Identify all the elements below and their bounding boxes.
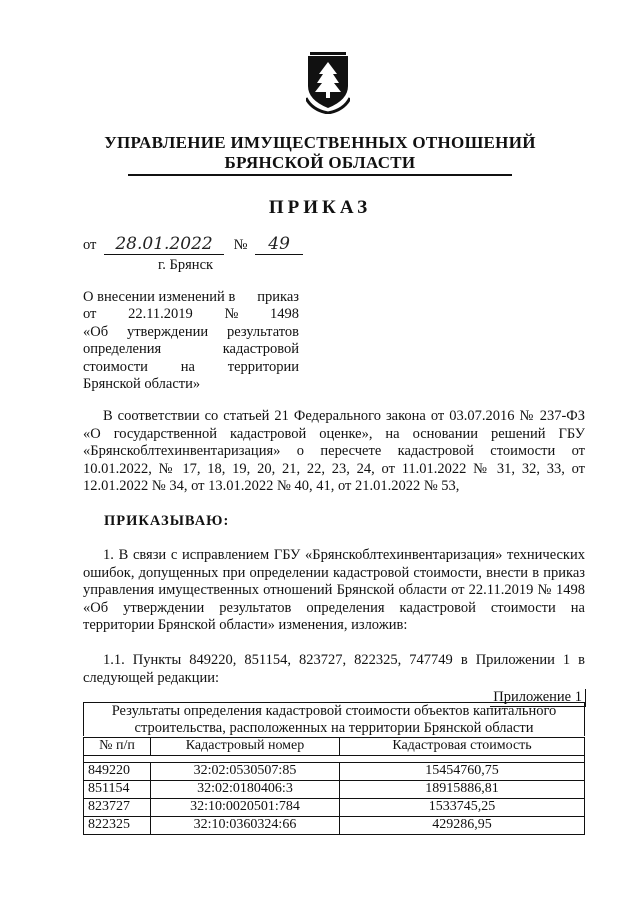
table-cell: 32:10:0360324:66 bbox=[151, 817, 340, 835]
table-cell: 32:02:0530507:85 bbox=[151, 763, 340, 781]
order-date: 28.01.2022 bbox=[104, 234, 224, 255]
table-cell: 822325 bbox=[84, 817, 151, 835]
date-number-line bbox=[83, 234, 303, 255]
subject-line-3: «Об утверждении результатов bbox=[83, 323, 299, 340]
table-spacer-row bbox=[84, 756, 585, 763]
table-cell: 32:02:0180406:3 bbox=[151, 781, 340, 799]
table-row bbox=[84, 817, 585, 835]
table-cell: 823727 bbox=[84, 799, 151, 817]
column-header: № п/п bbox=[84, 738, 151, 756]
item-1-1-paragraph: 1.1. Пункты 849220, 851154, 823727, 822325, 747749 в Приложении 1 в следующей редакции: bbox=[83, 652, 585, 686]
table-header-row bbox=[84, 738, 585, 756]
organization-name-line1: УПРАВЛЕНИЕ ИМУЩЕСТВЕННЫХ ОТНОШЕНИЙ bbox=[104, 133, 536, 152]
order-number: 49 bbox=[255, 234, 303, 255]
table-cell: 429286,95 bbox=[340, 817, 585, 835]
cadastral-table-wrapper bbox=[83, 737, 585, 835]
table-cell: 18915886,81 bbox=[340, 781, 585, 799]
subject-line-1: О внесении изменений в приказ bbox=[83, 289, 299, 305]
table-cell: 32:10:0020501:784 bbox=[151, 799, 340, 817]
table-cell: 1533745,25 bbox=[340, 799, 585, 817]
order-word: ПРИКАЗЫВАЮ: bbox=[104, 513, 230, 529]
table-cell: 15454760,75 bbox=[340, 763, 585, 781]
appendix-label: Приложение 1 bbox=[490, 689, 586, 707]
header-divider bbox=[128, 174, 512, 176]
item-1-paragraph: 1. В связи с исправлением ГБУ «Брянскоблтехинвентаризация» технических ошибок, допущенных при определении кадастровой стоимости, внести в приказ управления имущественных отношений Брянской области от 22.11.2019 № 1498 «Об утверждении результатов определения кадастровой стоимости на территории Брянской области» изменения, изложив: bbox=[83, 547, 585, 633]
preamble-paragraph: В соответствии со статьей 21 Федерального закона от 03.07.2016 № 237-ФЗ «О государственной кадастровой оценке», на основании решений ГБУ «Брянскоблтехинвентаризация» о пересчете кадастровой стоимости от 10.01.2022, № 17, 18, 19, 20, 21, 22, 23, 24, от 11.01.2022 № 31, 32, 33, от 12.01.2022 № 34, от 13.01.2022 № 40, 41, от 21.01.2022 № 53, bbox=[83, 408, 585, 494]
document-title: ПРИКАЗ bbox=[268, 197, 372, 218]
table-row bbox=[84, 799, 585, 817]
number-prefix: № bbox=[233, 237, 248, 253]
subject-line-6: Брянской области» bbox=[83, 375, 201, 392]
coat-of-arms-emblem bbox=[306, 52, 350, 114]
column-header: Кадастровый номер bbox=[151, 738, 340, 756]
appendix-caption: Результаты определения кадастровой стоимости объектов капитального строительства, расположенных на территории Брянской области bbox=[83, 702, 585, 736]
organization-name-line2: БРЯНСКОЙ ОБЛАСТИ bbox=[224, 153, 416, 172]
subject-line-4: определения кадастровой bbox=[83, 341, 299, 358]
table-row bbox=[84, 763, 585, 781]
date-prefix: от bbox=[83, 237, 97, 253]
subject-line-2: от 22.11.2019 № 1498 bbox=[83, 306, 299, 323]
column-header: Кадастровая стоимость bbox=[340, 738, 585, 756]
subject-block bbox=[83, 289, 299, 393]
table-row bbox=[84, 781, 585, 799]
table-cell: 849220 bbox=[84, 763, 151, 781]
subject-line-5: стоимости на территории bbox=[83, 358, 299, 375]
city: г. Брянск bbox=[158, 257, 214, 273]
table-cell: 851154 bbox=[84, 781, 151, 799]
cadastral-table bbox=[83, 737, 585, 835]
